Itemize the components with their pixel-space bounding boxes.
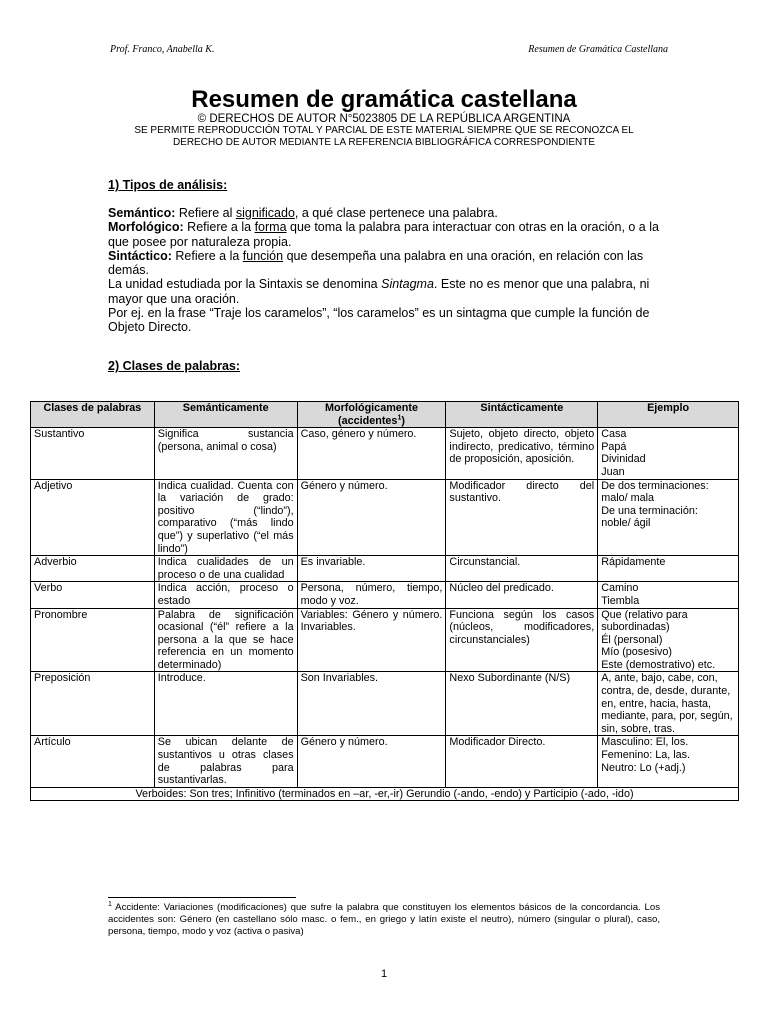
example-line: Masculino: El, los. bbox=[601, 736, 689, 749]
example-line: Rápidamente bbox=[601, 556, 666, 569]
page-title: Resumen de gramática castellana bbox=[191, 86, 577, 113]
cell-sint: Funciona según los casos (núcleos, modificadores, circunstanciales) bbox=[446, 608, 598, 672]
text: , a qué clase pertenece una palabra. bbox=[294, 206, 498, 220]
col-header: Sintácticamente bbox=[446, 402, 598, 428]
example-line: malo/ mala bbox=[601, 492, 655, 505]
cell-sint: Sujeto, objeto directo, objeto indirecto, predicativo, término de proposición, aposición. bbox=[446, 428, 598, 479]
col-header: Morfológicamente (accidentes$^1$) bbox=[297, 402, 446, 428]
cell-ej bbox=[598, 582, 739, 608]
cell-ej bbox=[598, 672, 739, 736]
footnote-ref: 1 bbox=[397, 414, 402, 421]
cell-clase: Sustantivo bbox=[31, 428, 155, 479]
example-line: Neutro: Lo (+adj.) bbox=[601, 761, 686, 774]
table-row bbox=[31, 479, 739, 556]
cell-clase: Artículo bbox=[31, 736, 155, 787]
cell-clase: Adjetivo bbox=[31, 479, 155, 556]
cell-sint: Modificador Directo. bbox=[446, 736, 598, 787]
example-line: Este (demostrativo) etc. bbox=[601, 658, 716, 671]
header-author: Prof. Franco, Anabella K. bbox=[110, 44, 215, 55]
cell-clase: Preposición bbox=[31, 672, 155, 736]
cell-morf: Género y número. bbox=[297, 736, 446, 787]
example-line: Papá bbox=[601, 440, 627, 453]
label-semantico: Semántico: bbox=[108, 206, 176, 220]
table-footer-row bbox=[31, 787, 739, 801]
cell-sint: Circunstancial. bbox=[446, 556, 598, 582]
example-line: Juan bbox=[601, 465, 625, 478]
underlined-term: función bbox=[242, 248, 284, 263]
header-text: Morfológicamente bbox=[325, 402, 418, 414]
cell-ej bbox=[598, 428, 739, 479]
text: La unidad estudiada por la Sintaxis se denomina bbox=[108, 277, 382, 292]
table-row bbox=[31, 582, 739, 608]
cell-clase: Adverbio bbox=[31, 556, 155, 582]
cell-ej bbox=[598, 479, 739, 556]
cell-sem: Introduce. bbox=[154, 672, 297, 736]
col-header: Semánticamente bbox=[154, 402, 297, 428]
para-sintactico bbox=[108, 249, 660, 278]
header-doc-title: Resumen de Gramática Castellana bbox=[528, 44, 668, 55]
cell-sem: Indica acción, proceso o estado bbox=[154, 582, 297, 608]
example-line: Femenino: La, las. bbox=[601, 749, 691, 762]
permission-notice: SE PERMITE REPRODUCCIÓN TOTAL Y PARCIAL DE ESTE MATERIAL SIEMPRE QUE SE RECONOZCA EL DERECHO DE AUTOR MEDIANTE LA REFERENCIA BIBLIOGRÁFICA CORRESPONDIENTE bbox=[134, 125, 634, 148]
table-row bbox=[31, 736, 739, 787]
example-line: Tiembla bbox=[601, 594, 640, 607]
footnote-mark: 1 bbox=[108, 900, 112, 908]
cell-morf: Variables: Género y número. Invariables. bbox=[297, 608, 446, 672]
footnote bbox=[108, 902, 660, 938]
cell-sint: Núcleo del predicado. bbox=[446, 582, 598, 608]
word-classes-table bbox=[30, 401, 739, 801]
text: Refiere a la bbox=[183, 220, 255, 235]
table-row bbox=[31, 556, 739, 582]
cell-sem: Palabra de significación ocasional (“él” refiere a la persona a la que se hace referencia en un momento determinado) bbox=[154, 608, 297, 672]
cell-sem: Indica cualidad. Cuenta con la variación de grado: positivo (“lindo”), comparativo (“más lindo que”) y superlativo (“el más lindo”) bbox=[154, 479, 297, 556]
cell-ej bbox=[598, 556, 739, 582]
underlined-term: forma bbox=[254, 220, 287, 235]
text: que desempeña una palabra en una oración, en relación con las demás. bbox=[108, 248, 644, 278]
footnote-separator bbox=[108, 897, 296, 898]
underlined-term: significado bbox=[235, 206, 295, 220]
example-line: Divinidad bbox=[601, 453, 646, 466]
cell-ej bbox=[598, 736, 739, 787]
copyright-notice: © DERECHOS DE AUTOR N°5023805 DE LA REPÚBLICA ARGENTINA bbox=[197, 113, 571, 125]
cell-morf: Persona, número, tiempo, modo y voz. bbox=[297, 582, 446, 608]
col-header: Clases de palabras bbox=[31, 402, 155, 428]
para-semantico bbox=[108, 206, 660, 220]
cell-sint: Nexo Subordinante (N/S) bbox=[446, 672, 598, 736]
page-number: 1 bbox=[380, 968, 388, 980]
cell-sint: Modificador directo del sustantivo. bbox=[446, 479, 598, 556]
col-header: Ejemplo bbox=[598, 402, 739, 428]
example-line: Mío (posesivo) bbox=[601, 646, 673, 659]
cell-morf: Son Invariables. bbox=[297, 672, 446, 736]
cell-morf: Es invariable. bbox=[297, 556, 446, 582]
example-line: Él (personal) bbox=[601, 633, 663, 646]
text: que toma la palabra para interactuar con otras en la oración, o a la que posee por naturaleza propia. bbox=[108, 220, 659, 249]
section-heading-tipos: 1) Tipos de análisis: bbox=[108, 178, 228, 192]
text: Refiere a la bbox=[171, 248, 243, 263]
cell-clase: Verbo bbox=[31, 582, 155, 608]
cell-ej bbox=[598, 608, 739, 672]
example-line: Casa bbox=[601, 428, 627, 441]
para-ejemplo: Por ej. en la frase “Traje los caramelos”, “los caramelos” es un sintagma que cumple la función de Objeto Directo. bbox=[108, 306, 650, 335]
footnote-text: Accidente: Variaciones (modificaciones) que sufre la palabra que constituyen los elementos básicos de la concordancia. Los accidentes son: Género (en castellano sólo masc. o fem., en griego y latín existe el neutro), número (singular o plural), caso, persona, tiempo, modo y voz (activa o pasiva) bbox=[108, 902, 660, 937]
text: Refiere al bbox=[175, 206, 236, 220]
table-row bbox=[31, 672, 739, 736]
label-morfologico: Morfológico: bbox=[108, 220, 184, 235]
example-line: De dos terminaciones: bbox=[601, 479, 709, 492]
example-line: A, ante, bajo, cabe, con, contra, de, desde, durante, en, entre, hacia, hasta, mediante, para, por, según, sin, sobre, tras. bbox=[601, 672, 733, 735]
cell-sem: Significa sustancia (persona, animal o cosa) bbox=[154, 428, 297, 479]
cell-morf: Género y número. bbox=[297, 479, 446, 556]
para-unidad bbox=[108, 277, 660, 306]
section-heading-clases: 2) Clases de palabras: bbox=[108, 359, 241, 373]
para-morfologico bbox=[108, 220, 660, 249]
cell-sem: Se ubican delante de sustantivos u otras clases de palabras para sustantivarlas. bbox=[154, 736, 297, 787]
table-header-row bbox=[31, 402, 739, 428]
example-line: Que (relativo para subordinadas) bbox=[601, 608, 688, 634]
example-line: Camino bbox=[601, 582, 639, 595]
cell-sem: Indica cualidades de un proceso o de una cualidad bbox=[154, 556, 297, 582]
text: . Este no es menor que una palabra, ni mayor que una oración. bbox=[108, 277, 650, 306]
cell-clase: Pronombre bbox=[31, 608, 155, 672]
table-row bbox=[31, 608, 739, 672]
cell-morf: Caso, género y número. bbox=[297, 428, 446, 479]
example-line: De una terminación: bbox=[601, 504, 698, 517]
label-sintactico: Sintáctico: bbox=[108, 248, 172, 263]
section-body-tipos bbox=[108, 206, 660, 335]
verboides-note: Verboides: Son tres; Infinitivo (terminados en –ar, -er,-ir) Gerundio (-ando, -endo) y Participio (-ado, -ido) bbox=[31, 787, 739, 801]
italic-term: Sintagma bbox=[381, 277, 434, 292]
table-row bbox=[31, 428, 739, 479]
header-text: (accidentes bbox=[338, 414, 398, 427]
example-line: noble/ ágil bbox=[601, 517, 651, 530]
